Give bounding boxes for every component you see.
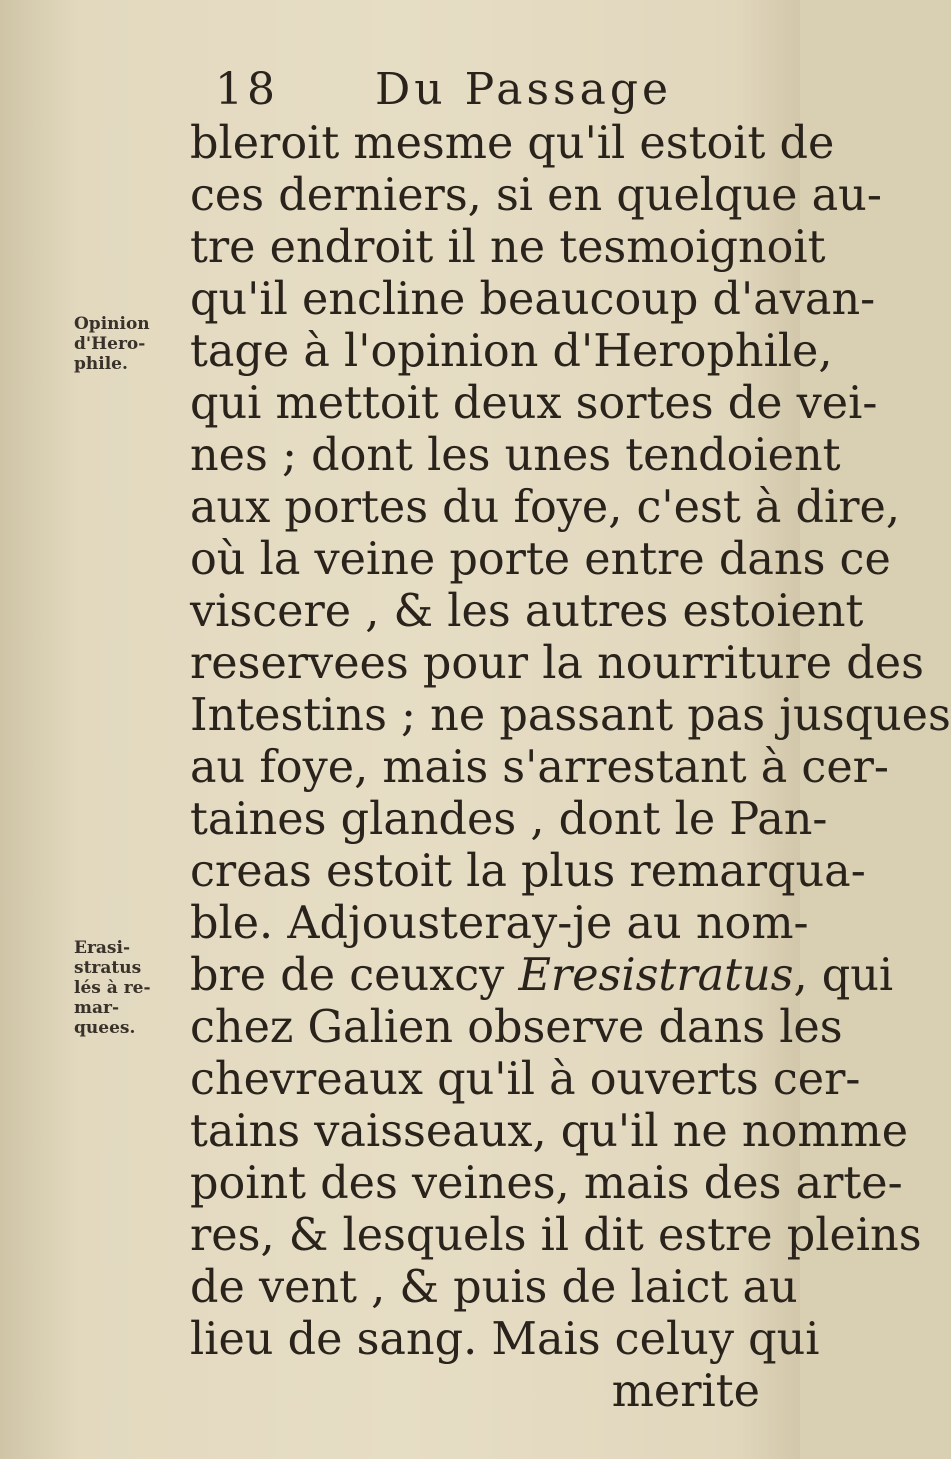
running-head: [215, 64, 672, 115]
text-line: chez Galien observe dans les: [190, 1002, 843, 1053]
text-line: lieu de sang. Mais celuy qui: [190, 1314, 820, 1365]
text-line: tre endroit il ne tesmoignoit: [190, 222, 826, 273]
text-line: creas estoit la plus remarqua-: [190, 846, 866, 897]
text-line: où la veine porte entre dans ce: [190, 534, 891, 585]
text-line: au foye, mais s'arrestant à cer-: [190, 742, 889, 793]
text-line: taines glandes , dont le Pan-: [190, 794, 828, 845]
margin-note-opinion: Opinion d'Hero- phile.: [74, 314, 150, 374]
text-line: aux portes du foye, c'est à dire,: [190, 482, 901, 533]
running-title: Du Passage: [375, 64, 673, 115]
italic-name: Eresistratus: [518, 950, 794, 1001]
text-line: de vent , & puis de laict au: [190, 1262, 798, 1313]
text-line: tains vaisseaux, qu'il ne nomme: [190, 1106, 909, 1157]
text-line: chevreaux qu'il à ouverts cer-: [190, 1054, 861, 1105]
page-number: 18: [215, 64, 279, 115]
text-line: qu'il encline beaucoup d'avan-: [190, 274, 876, 325]
text-line: qui mettoit deux sortes de vei-: [190, 378, 878, 429]
text-line: res, & lesquels il dit estre pleins: [190, 1210, 922, 1261]
text-line: tage à l'opinion d'Herophile,: [190, 326, 833, 377]
text-line: viscere , & les autres estoient: [190, 586, 864, 637]
text-line: ces derniers, si en quelque au-: [190, 170, 882, 221]
text-line: reservees pour la nourriture des: [190, 638, 924, 689]
margin-note-erasistratus: Erasi- stratus lés à re- mar- quees.: [74, 938, 151, 1038]
text-line: Intestins ; ne passant pas jusques: [190, 690, 951, 741]
text-line: ble. Adjousteray-je au nom-: [190, 898, 809, 949]
catchword: merite: [611, 1366, 760, 1417]
text-line: bleroit mesme qu'il estoit de: [190, 118, 835, 169]
text-line: bre de ceuxcy Eresistratus, qui: [190, 950, 894, 1001]
text-line: nes ; dont les unes tendoient: [190, 430, 841, 481]
text-line: point des veines, mais des arte-: [190, 1158, 903, 1209]
